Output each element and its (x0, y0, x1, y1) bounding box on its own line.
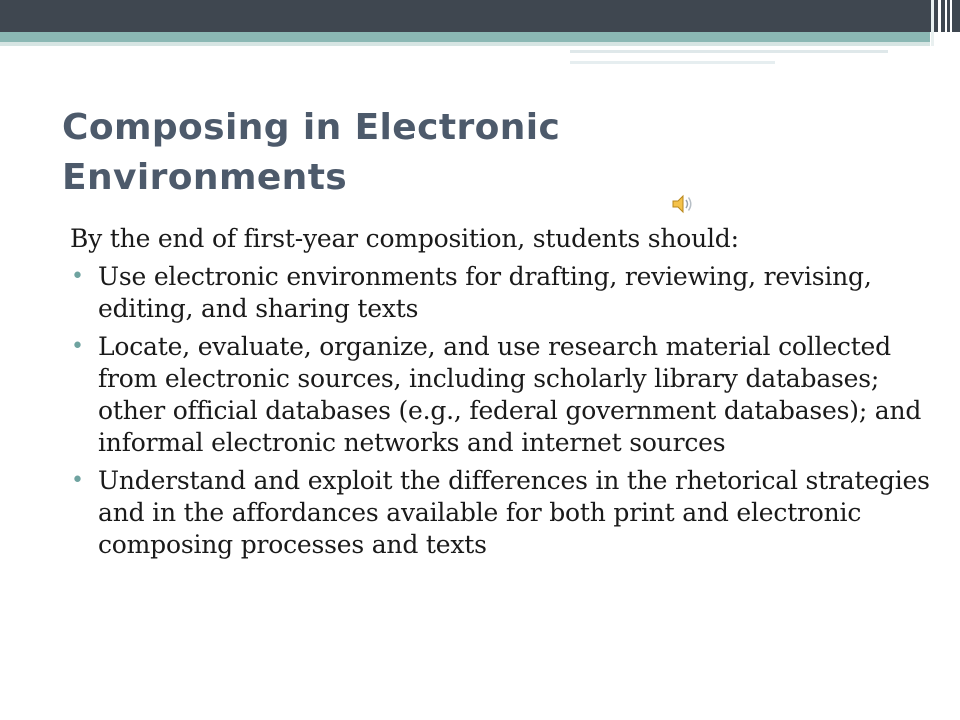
header-divider (945, 0, 947, 66)
intro-text: By the end of first-year composition, students should: (70, 224, 739, 253)
bullet-marker: • (71, 334, 84, 359)
header-divider (931, 0, 934, 46)
header-band-light (0, 42, 930, 46)
header-accent-line (570, 50, 888, 53)
bullet-marker: • (71, 264, 84, 289)
header-accent-line (570, 61, 775, 64)
slide-title: Composing in Electronic Environments (62, 107, 561, 198)
speaker-icon[interactable] (671, 193, 695, 215)
list-item (70, 465, 940, 561)
list-item (70, 261, 940, 325)
header-divider (950, 0, 952, 62)
bullet-list (70, 261, 940, 561)
header-divider (938, 0, 941, 58)
bullet-marker: • (71, 468, 84, 493)
bullet-text: Understand and exploit the differences in the rhetorical strategies and in the affordances available for both print and electronic composing processes and texts (98, 466, 930, 559)
header-band-teal (0, 32, 930, 42)
list-item (70, 331, 940, 459)
bullet-text: Use electronic environments for drafting, reviewing, revising, editing, and sharing texts (98, 262, 872, 323)
header-band-dark (0, 0, 960, 32)
bullet-text: Locate, evaluate, organize, and use research material collected from electronic sources, including scholarly library databases; other official databases (e.g., federal government databases); and informal electronic networks and internet sources (98, 332, 922, 457)
slide-body (70, 223, 940, 567)
